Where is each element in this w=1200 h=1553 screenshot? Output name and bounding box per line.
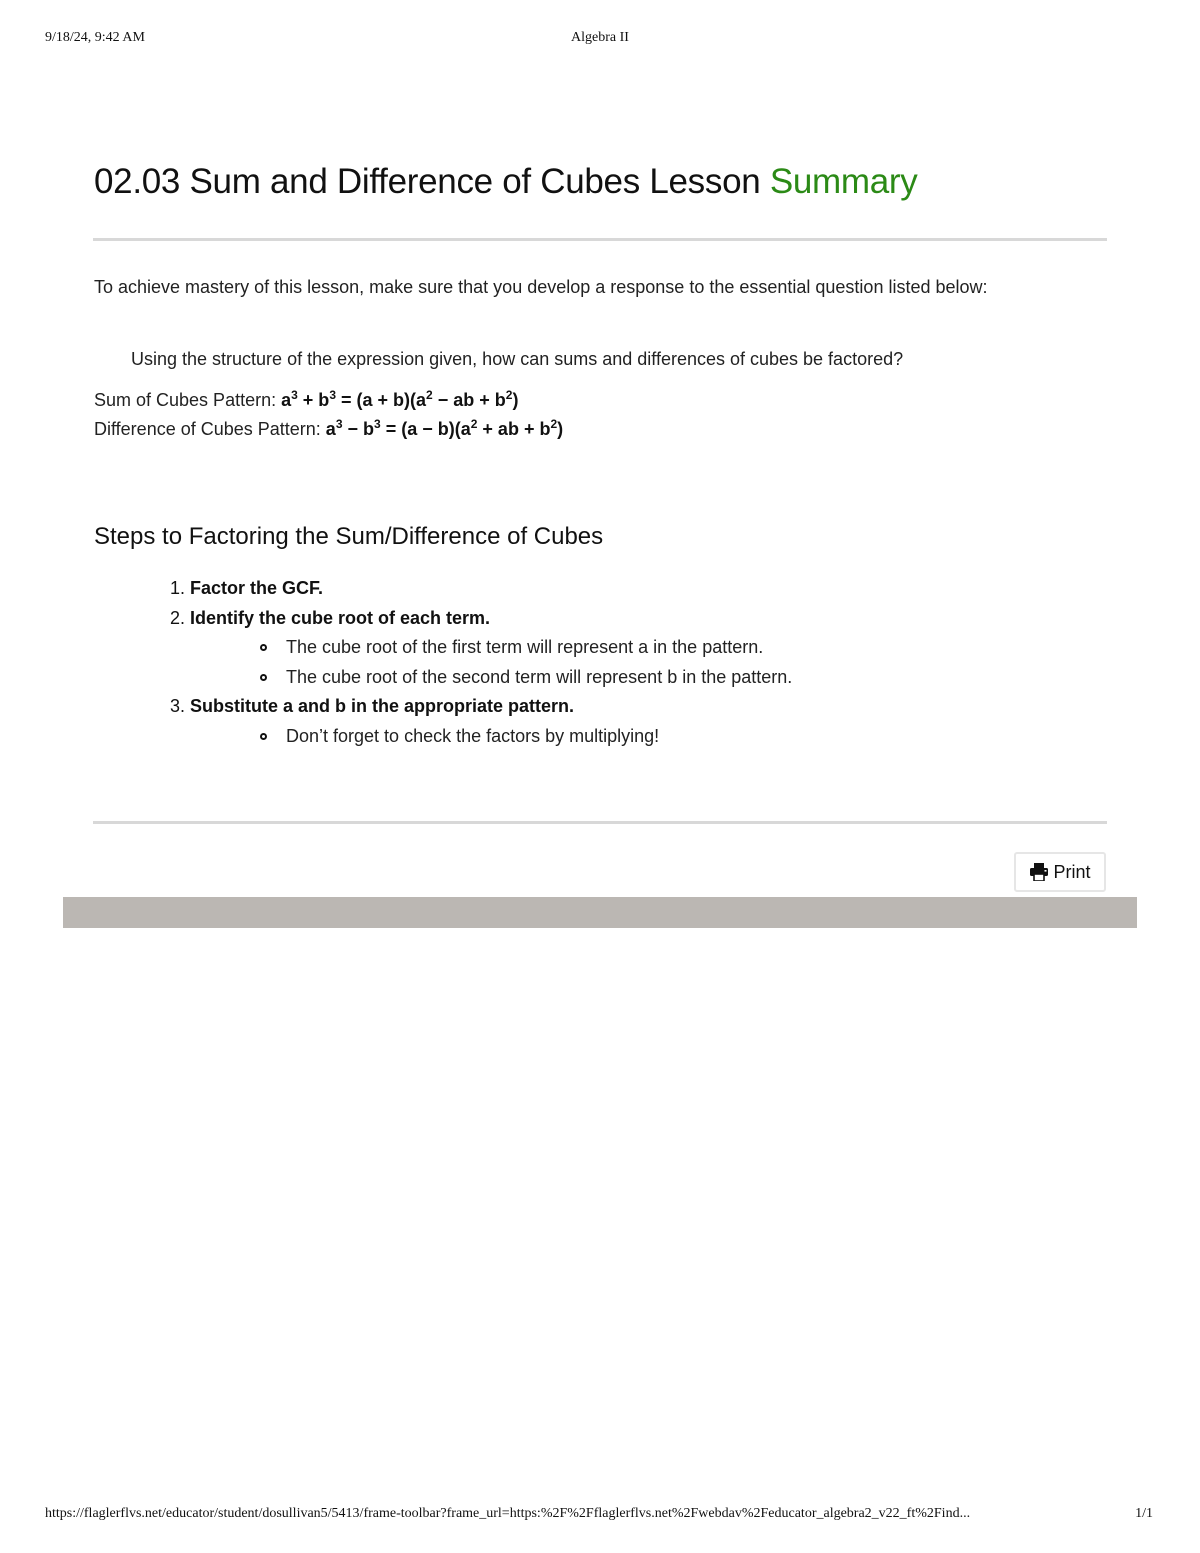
step-item (190, 604, 792, 693)
formula-exponent: 3 (329, 388, 336, 402)
steps-heading: Steps to Factoring the Sum/Difference of Cubes (94, 523, 604, 550)
formula-exponent: 3 (374, 417, 381, 431)
step-item (190, 574, 792, 604)
sum-pattern-formula (281, 390, 518, 410)
formula-part: + ab + b (477, 419, 551, 439)
printer-icon (1029, 863, 1049, 881)
bullet-item (286, 633, 792, 663)
bullet-icon (260, 644, 267, 651)
page-title (94, 162, 917, 202)
step-label: Substitute a and b in the appropriate pattern. (190, 696, 575, 716)
step-label: Identify the cube root of each term. (190, 607, 491, 628)
sum-pattern (94, 386, 563, 415)
print-footer (0, 1506, 1200, 1526)
step-label: Factor the GCF. (190, 578, 324, 598)
step-item (190, 692, 792, 751)
step-bullets (190, 722, 792, 752)
essential-question: Using the structure of the expression given, how can sums and differences of cubes be factored? (131, 349, 904, 369)
patterns (94, 386, 563, 444)
bullet-item (286, 663, 792, 693)
difference-pattern (94, 415, 563, 444)
bottom-divider (93, 821, 1107, 824)
formula-exponent: 2 (550, 417, 558, 431)
content-footer-band (63, 897, 1137, 928)
print-button-label: Print (1053, 861, 1091, 882)
step-bullets (190, 633, 792, 692)
formula-part: = (a + b)(a (336, 390, 427, 410)
bullet-text: Don’t forget to check the factors by multiplying! (286, 725, 660, 746)
formula-exponent: 3 (335, 417, 343, 431)
bullet-text: The cube root of the first term will represent a in the pattern. (286, 637, 764, 657)
bullet-icon (260, 733, 267, 740)
formula-part: − b (342, 419, 375, 439)
title-accent: Summary (769, 162, 918, 201)
print-page-number: 1/1 (1135, 1506, 1153, 1521)
sum-pattern-label: Sum of Cubes Pattern: (94, 390, 282, 410)
bullet-text: The cube root of the second term will represent b in the pattern. (286, 666, 793, 687)
print-date: 9/18/24, 9:42 AM (45, 30, 145, 45)
top-divider (93, 238, 1107, 241)
formula-part: a (281, 390, 292, 410)
formula-exponent: 3 (291, 388, 298, 402)
formula-part: − ab + b (432, 390, 506, 410)
steps-list (190, 574, 792, 751)
print-header (0, 30, 1200, 50)
print-button[interactable] (1014, 852, 1106, 892)
difference-pattern-formula (326, 419, 563, 439)
formula-part: + b (297, 390, 330, 410)
formula-part: = (a − b)(a (380, 419, 471, 439)
intro-text: To achieve mastery of this lesson, make sure that you develop a response to the essential question listed below: (94, 277, 988, 297)
formula-exponent: 2 (426, 388, 433, 402)
difference-pattern-label: Difference of Cubes Pattern: (94, 419, 326, 439)
title-main: 02.03 Sum and Difference of Cubes Lesson (94, 162, 770, 201)
bullet-item (286, 722, 792, 752)
formula-part: ) (557, 419, 564, 439)
formula-exponent: 2 (505, 388, 513, 402)
bullet-icon (260, 674, 267, 681)
formula-part: ) (512, 390, 519, 410)
formula-part: a (325, 419, 336, 439)
print-site-title: Algebra II (571, 30, 629, 45)
formula-exponent: 2 (470, 417, 478, 431)
print-url: https://flaglerflvs.net/educator/student/dosullivan5/5413/frame-toolbar?frame_url=https:%2F%2Fflaglerflvs.net%2Fwebdav%2Feducator_algebra2_v22_ft%2Find... (45, 1506, 971, 1521)
